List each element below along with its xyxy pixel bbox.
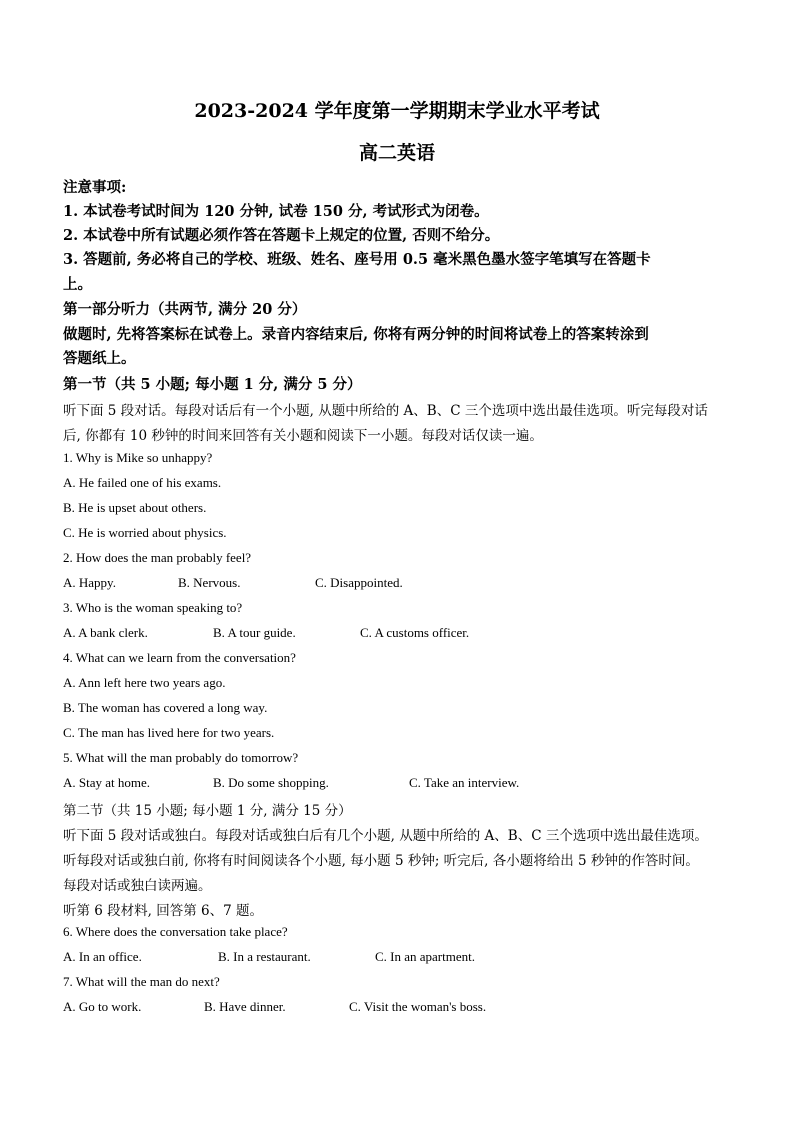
option-2c: C. Disappointed.: [315, 575, 403, 590]
option-6a: A. In an office.: [63, 949, 142, 964]
question-5: 5. What will the man probably do tomorrow?: [63, 750, 299, 765]
notice-item: 3. 答题前, 务必将自己的学校、班级、姓名、座号用 0.5 毫米黑色墨水签字笔填写在答题卡: [63, 251, 651, 268]
notice-item: 1. 本试卷考试时间为 120 分钟, 试卷 150 分, 考试形式为闭卷。: [63, 203, 489, 220]
question-4: 4. What can we learn from the conversation?: [63, 650, 296, 665]
option-2b: B. Nervous.: [178, 575, 241, 590]
option-6b: B. In a restaurant.: [218, 949, 311, 964]
option-6c: C. In an apartment.: [375, 949, 475, 964]
section1-instruction: 后, 你都有 10 秒钟的时间来回答有关小题和阅读下一小题。每段对话仅读一遍。: [63, 428, 543, 444]
section1-heading: 第一节（共 5 小题; 每小题 1 分, 满分 5 分）: [63, 376, 362, 393]
section1-instruction: 听下面 5 段对话。每段对话后有一个小题, 从题中所给的 A、B、C 三个选项中选出最佳选项。听完每段对话: [63, 403, 708, 419]
section2-instruction: 听下面 5 段对话或独白。每段对话或独白后有几个小题, 从题中所给的 A、B、C 三个选项中选出最佳选项。: [63, 828, 708, 844]
part1-heading: 第一部分听力（共两节, 满分 20 分）: [63, 301, 307, 318]
section2-instruction: 每段对话或独白读两遍。: [63, 878, 212, 894]
option-4b: B. The woman has covered a long way.: [63, 700, 268, 715]
notice-item: 2. 本试卷中所有试题必须作答在答题卡上规定的位置, 否则不给分。: [63, 227, 500, 244]
section2-heading: 第二节（共 15 小题; 每小题 1 分, 满分 15 分）: [63, 803, 352, 819]
question-6: 6. Where does the conversation take place?: [63, 924, 288, 939]
exam-title: 2023-2024 学年度第一学期期末学业水平考试: [194, 100, 600, 122]
option-1b: B. He is upset about others.: [63, 500, 207, 515]
option-3a: A. A bank clerk.: [63, 625, 148, 640]
option-4a: A. Ann left here two years ago.: [63, 675, 226, 690]
option-2a: A. Happy.: [63, 575, 116, 590]
part1-instruction: 答题纸上。: [63, 350, 136, 367]
option-1c: C. He is worried about physics.: [63, 525, 227, 540]
question-2: 2. How does the man probably feel?: [63, 550, 252, 565]
option-5c: C. Take an interview.: [409, 775, 520, 790]
option-5b: B. Do some shopping.: [213, 775, 329, 790]
question-3: 3. Who is the woman speaking to?: [63, 600, 243, 615]
option-7b: B. Have dinner.: [204, 999, 286, 1014]
material-note: 听第 6 段材料, 回答第 6、7 题。: [63, 903, 264, 919]
option-3c: C. A customs officer.: [360, 625, 470, 640]
exam-subtitle: 高二英语: [358, 142, 435, 164]
option-4c: C. The man has lived here for two years.: [63, 725, 275, 740]
question-7: 7. What will the man do next?: [63, 974, 220, 989]
question-1: 1. Why is Mike so unhappy?: [63, 450, 213, 465]
notice-item: 上。: [63, 276, 92, 293]
option-5a: A. Stay at home.: [63, 775, 151, 790]
option-7c: C. Visit the woman's boss.: [349, 999, 487, 1014]
notice-heading: 注意事项:: [63, 179, 127, 196]
option-1a: A. He failed one of his exams.: [63, 475, 222, 490]
option-3b: B. A tour guide.: [213, 625, 296, 640]
section2-instruction: 听每段对话或独白前, 你将有时间阅读各个小题, 每小题 5 秒钟; 听完后, 各小题将给出 5 秒钟的作答时间。: [63, 853, 699, 869]
option-7a: A. Go to work.: [63, 999, 142, 1014]
part1-instruction: 做题时, 先将答案标在试卷上。录音内容结束后, 你将有两分钟的时间将试卷上的答案转涂到: [63, 326, 649, 343]
